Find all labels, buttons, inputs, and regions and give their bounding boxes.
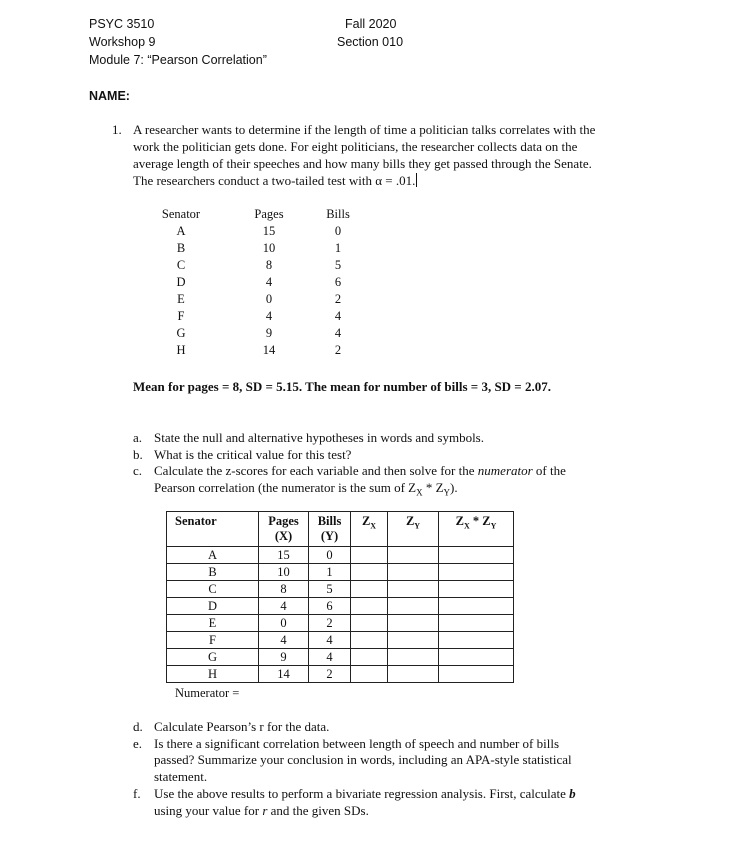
cell: C xyxy=(176,258,186,272)
zx-cell[interactable] xyxy=(351,547,388,564)
part-label: f. xyxy=(133,786,141,801)
cell: 14 xyxy=(262,343,276,357)
emphasis: numerator xyxy=(477,463,533,478)
zx-cell[interactable] xyxy=(351,632,388,649)
part-label: b. xyxy=(133,446,143,462)
part-label: d. xyxy=(133,719,143,734)
pages-cell: 14 xyxy=(259,666,309,683)
cell: 8 xyxy=(265,258,273,272)
zxzy-cell[interactable] xyxy=(439,666,514,683)
bills-cell: 5 xyxy=(309,581,351,598)
table-row xyxy=(167,666,514,683)
question-line xyxy=(133,172,595,189)
zxzy-cell[interactable] xyxy=(439,649,514,666)
table-header-row xyxy=(167,512,514,547)
senator-cell: G xyxy=(167,649,259,666)
emphasis: r xyxy=(262,802,268,818)
zx-cell[interactable] xyxy=(351,649,388,666)
header-text: Z xyxy=(455,514,464,528)
column-header: Senator xyxy=(161,207,201,221)
table-row xyxy=(167,564,514,581)
bills-cell: 6 xyxy=(309,598,351,615)
table-row xyxy=(167,547,514,564)
text-run: of the xyxy=(532,463,566,478)
zx-cell[interactable] xyxy=(351,666,388,683)
bills-cell: 2 xyxy=(309,615,351,632)
header-senator: Senator xyxy=(167,512,259,547)
part-label: a. xyxy=(133,430,143,445)
cell: E xyxy=(177,292,185,306)
bills-cell: 4 xyxy=(309,649,351,666)
cell: 0 xyxy=(265,292,273,306)
cell: B xyxy=(176,241,186,255)
zxzy-cell[interactable] xyxy=(439,632,514,649)
text-run: Use the above results to perform a bivariate regression analysis. First, calculate xyxy=(154,786,570,801)
parts-def xyxy=(133,719,653,829)
question-line: A researcher wants to determine if the length of time a politician talks correlates with the xyxy=(133,122,596,137)
pages-cell: 15 xyxy=(259,547,309,564)
header-zx xyxy=(351,512,388,547)
question-line: work the politician gets done. For eight politicians, the researcher collects data on the xyxy=(133,139,578,154)
zy-cell[interactable] xyxy=(388,547,439,564)
header-subtext: (Y) xyxy=(320,529,339,543)
cell: 4 xyxy=(334,309,342,323)
zy-cell[interactable] xyxy=(388,666,439,683)
table-row xyxy=(167,632,514,649)
text-run: Pearson correlation (the numerator is the sum of Z xyxy=(154,479,417,495)
pages-cell: 4 xyxy=(259,598,309,615)
bills-cell: 1 xyxy=(309,564,351,581)
header-subtext: (X) xyxy=(274,529,293,543)
text-line xyxy=(154,803,576,820)
table-row xyxy=(167,581,514,598)
zx-cell[interactable] xyxy=(351,581,388,598)
subscript: X xyxy=(463,521,470,531)
subscript: Y xyxy=(443,487,451,498)
subscript: Y xyxy=(490,521,497,531)
term: Fall 2020 xyxy=(345,17,397,31)
table-row xyxy=(167,598,514,615)
zxzy-cell[interactable] xyxy=(439,598,514,615)
cell: 2 xyxy=(334,292,342,306)
text-run: Calculate the z-scores for each variable and then solve for the xyxy=(154,463,478,478)
senator-cell: C xyxy=(167,581,259,598)
course-code: PSYC 3510 xyxy=(89,17,155,31)
cell: A xyxy=(176,224,186,238)
senator-cell: E xyxy=(167,615,259,632)
part-c-line-1 xyxy=(154,463,566,480)
cell: F xyxy=(177,309,185,323)
senator-cell: F xyxy=(167,632,259,649)
text-run: using your value for xyxy=(154,802,263,818)
zy-cell[interactable] xyxy=(388,581,439,598)
zy-cell[interactable] xyxy=(388,632,439,649)
pages-cell: 0 xyxy=(259,615,309,632)
question-line: average length of their speeches and how many bills they get passed through the Senate. xyxy=(133,156,592,171)
text-line xyxy=(154,786,576,803)
text-line: statement. xyxy=(154,768,208,784)
cell: G xyxy=(176,326,186,340)
cell: 0 xyxy=(334,224,342,238)
bills-cell: 4 xyxy=(309,632,351,649)
cell: 6 xyxy=(334,275,342,289)
part-c-text xyxy=(154,463,566,501)
bills-cell: 0 xyxy=(309,547,351,564)
pages-column xyxy=(246,206,292,359)
cell: 10 xyxy=(262,241,276,255)
workshop-label: Workshop 9 xyxy=(89,35,156,49)
zy-cell[interactable] xyxy=(388,615,439,632)
header-text: Pages xyxy=(268,514,299,528)
cell: 5 xyxy=(334,258,342,272)
pages-cell: 10 xyxy=(259,564,309,581)
zxzy-cell[interactable] xyxy=(439,547,514,564)
question-line-text: The researchers conduct a two-tailed test with α = .01. xyxy=(133,173,416,188)
part-c-line-2 xyxy=(154,480,566,501)
cell: 4 xyxy=(265,275,273,289)
text-line: Is there a significant correlation between length of speech and number of bills xyxy=(154,735,560,751)
zy-cell[interactable] xyxy=(388,564,439,581)
zy-cell[interactable] xyxy=(388,598,439,615)
subscript: Y xyxy=(414,521,421,531)
cell: 4 xyxy=(265,309,273,323)
parts-abc xyxy=(133,430,633,500)
text-run: ). xyxy=(450,479,458,495)
zx-cell[interactable] xyxy=(351,564,388,581)
senator-cell: B xyxy=(167,564,259,581)
zxzy-cell[interactable] xyxy=(439,564,514,581)
senator-column xyxy=(150,206,212,359)
question-number: 1. xyxy=(112,122,122,137)
part-d-text: Calculate Pearson’s r for the data. xyxy=(154,719,330,734)
subscript: X xyxy=(416,487,423,498)
part-e-text xyxy=(154,736,572,786)
emphasis: b xyxy=(569,786,576,801)
pages-cell: 9 xyxy=(259,649,309,666)
part-f-text xyxy=(154,786,576,819)
header-text: Z xyxy=(361,514,371,528)
summary-stats: Mean for pages = 8, SD = 5.15. The mean for number of bills = 3, SD = 2.07. xyxy=(133,379,551,394)
pages-cell: 4 xyxy=(259,632,309,649)
work-table xyxy=(166,511,514,683)
bills-column xyxy=(318,206,358,359)
part-label: e. xyxy=(133,735,143,751)
header-text: * Z xyxy=(469,514,491,528)
cell: 9 xyxy=(265,326,273,340)
text-line: passed? Summarize your conclusion in words, including an APA-style statistical xyxy=(154,752,572,767)
text-cursor xyxy=(416,173,417,187)
cell: H xyxy=(176,343,186,357)
header-bills xyxy=(309,512,351,547)
header-text: Z xyxy=(405,514,415,528)
zy-cell[interactable] xyxy=(388,649,439,666)
name-label: NAME: xyxy=(89,89,130,103)
zxzy-cell[interactable] xyxy=(439,615,514,632)
zx-cell[interactable] xyxy=(351,598,388,615)
table-row xyxy=(167,615,514,632)
header-zxzy xyxy=(439,512,514,547)
zx-cell[interactable] xyxy=(351,615,388,632)
cell: 4 xyxy=(334,326,342,340)
pages-cell: 8 xyxy=(259,581,309,598)
cell: 1 xyxy=(334,241,342,255)
numerator-label: Numerator = xyxy=(175,686,240,700)
header-text: Bills xyxy=(317,514,342,528)
cell: D xyxy=(176,275,186,289)
question-1-text xyxy=(133,121,595,189)
cell: 15 xyxy=(262,224,276,238)
table-row xyxy=(167,649,514,666)
text-run: and the given SDs. xyxy=(267,802,369,818)
zxzy-cell[interactable] xyxy=(439,581,514,598)
senator-cell: D xyxy=(167,598,259,615)
header-pages xyxy=(259,512,309,547)
part-a-text: State the null and alternative hypotheses in words and symbols. xyxy=(154,430,484,445)
text-run: * Z xyxy=(422,479,444,495)
senator-cell: H xyxy=(167,666,259,683)
data-table xyxy=(150,206,390,366)
senator-cell: A xyxy=(167,547,259,564)
subscript: X xyxy=(370,521,377,531)
column-header: Bills xyxy=(326,207,350,221)
cell: 2 xyxy=(334,343,342,357)
bills-cell: 2 xyxy=(309,666,351,683)
header-zy xyxy=(388,512,439,547)
column-header: Pages xyxy=(254,207,284,221)
module-title: Module 7: “Pearson Correlation” xyxy=(89,53,267,67)
section: Section 010 xyxy=(337,35,404,49)
part-b-text: What is the critical value for this test? xyxy=(154,446,352,462)
part-label: c. xyxy=(133,463,143,478)
